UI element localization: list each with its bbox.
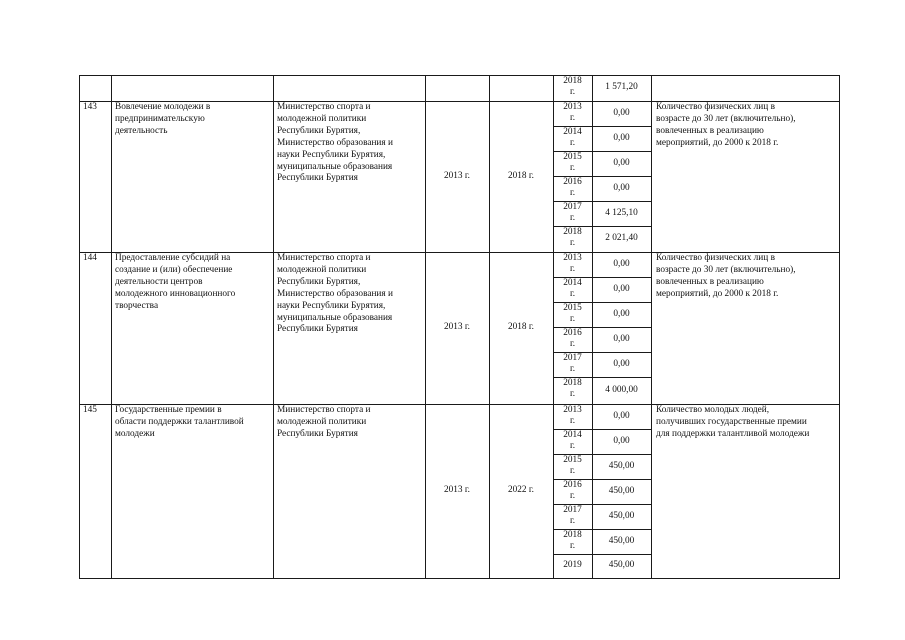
year-cell: 2016 г. xyxy=(563,177,582,198)
row-number: 143 xyxy=(83,102,97,112)
amount-cell: 0,00 xyxy=(613,283,630,294)
start-year: 2013 г. xyxy=(443,170,470,181)
target-indicator: Количество физических лиц в возрасте до 30 лет (включительно), вовлеченных в реализацию мероприятий, до 2000 к 2018 г. xyxy=(656,253,796,299)
measure-name: Предоставление субсидий на создание и (или) обеспечение деятельности центров молодежного инновационного творчества xyxy=(115,253,236,311)
amount-cell: 0,00 xyxy=(613,258,630,269)
year-cell: 2018 г. xyxy=(563,530,582,551)
amount-cell: 0,00 xyxy=(613,157,630,168)
year-cell: 2014 г. xyxy=(563,430,582,451)
amount-cell: 0,00 xyxy=(613,333,630,344)
target-indicator: Количество молодых людей, получивших государственные премии для поддержки талантливой молодежи xyxy=(656,405,810,439)
amount-cell: 0,00 xyxy=(613,435,630,446)
start-year: 2013 г. xyxy=(443,485,470,495)
measure-name: Государственные премии в области поддержки талантливой молодежи xyxy=(115,405,244,439)
table-column-border xyxy=(839,75,840,578)
amount-cell: 0,00 xyxy=(613,308,630,319)
table-column-border xyxy=(111,75,112,578)
amount-cell: 450,00 xyxy=(608,485,635,496)
year-cell: 2014 г. xyxy=(563,278,582,299)
table-row-border xyxy=(79,75,840,76)
year-cell: 2019 xyxy=(563,560,582,570)
year-cell: 2018 г. xyxy=(563,76,582,97)
executors: Министерство спорта и молодежной политики Республики Бурятия xyxy=(277,405,371,439)
row-number: 144 xyxy=(83,253,97,263)
year-cell: 2018 г. xyxy=(563,378,582,399)
measure-name: Вовлечение молодежи в предпринимательскую деятельность xyxy=(115,102,211,136)
year-cell: 2015 г. xyxy=(563,303,582,324)
table-row-border xyxy=(553,554,652,555)
target-indicator: Количество физических лиц в возрасте до 30 лет (включительно), вовлеченных в реализацию мероприятий, до 2000 к 2018 г. xyxy=(656,102,796,148)
year-cell: 2016 г. xyxy=(563,480,582,501)
executors: Министерство спорта и молодежной политики Республики Бурятия, Министерство образования и науки Республики Бурятия, муниципальные образования Республики Бурятия xyxy=(277,102,393,184)
table-column-border xyxy=(273,75,274,578)
end-year: 2022 г. xyxy=(507,485,534,495)
amount-cell: 0,00 xyxy=(613,107,630,118)
amount-cell: 1 571,20 xyxy=(605,82,638,92)
year-cell: 2013 г. xyxy=(563,405,582,426)
amount-cell: 450,00 xyxy=(608,560,635,570)
end-year: 2018 г. xyxy=(507,322,534,332)
amount-cell: 450,00 xyxy=(608,460,635,471)
year-cell: 2017 г. xyxy=(563,202,582,223)
amount-cell: 450,00 xyxy=(608,510,635,521)
amount-cell: 4 000,00 xyxy=(605,384,638,395)
year-cell: 2015 г. xyxy=(563,152,582,173)
year-cell: 2017 г. xyxy=(563,505,582,526)
amount-cell: 0,00 xyxy=(613,410,630,421)
amount-cell: 4 125,10 xyxy=(605,207,638,218)
row-number: 145 xyxy=(83,405,97,415)
amount-cell: 450,00 xyxy=(608,535,635,546)
executors: Министерство спорта и молодежной политики Республики Бурятия, Министерство образования и науки Республики Бурятия, муниципальные образования Республики Бурятия xyxy=(277,253,393,335)
year-cell: 2018 г. xyxy=(563,227,582,248)
year-cell: 2014 г. xyxy=(563,127,582,148)
table-column-border xyxy=(79,75,80,578)
year-cell: 2013 г. xyxy=(563,102,582,123)
amount-cell: 0,00 xyxy=(613,182,630,193)
start-year: 2013 г. xyxy=(443,322,470,332)
year-cell: 2013 г. xyxy=(563,253,582,274)
amount-cell: 0,00 xyxy=(613,358,630,369)
year-cell: 2016 г. xyxy=(563,328,582,349)
table-row-border xyxy=(79,578,840,579)
end-year: 2018 г. xyxy=(507,170,534,181)
amount-cell: 0,00 xyxy=(613,132,630,143)
amount-cell: 2 021,40 xyxy=(605,233,638,243)
year-cell: 2017 г. xyxy=(563,353,582,374)
year-cell: 2015 г. xyxy=(563,455,582,476)
